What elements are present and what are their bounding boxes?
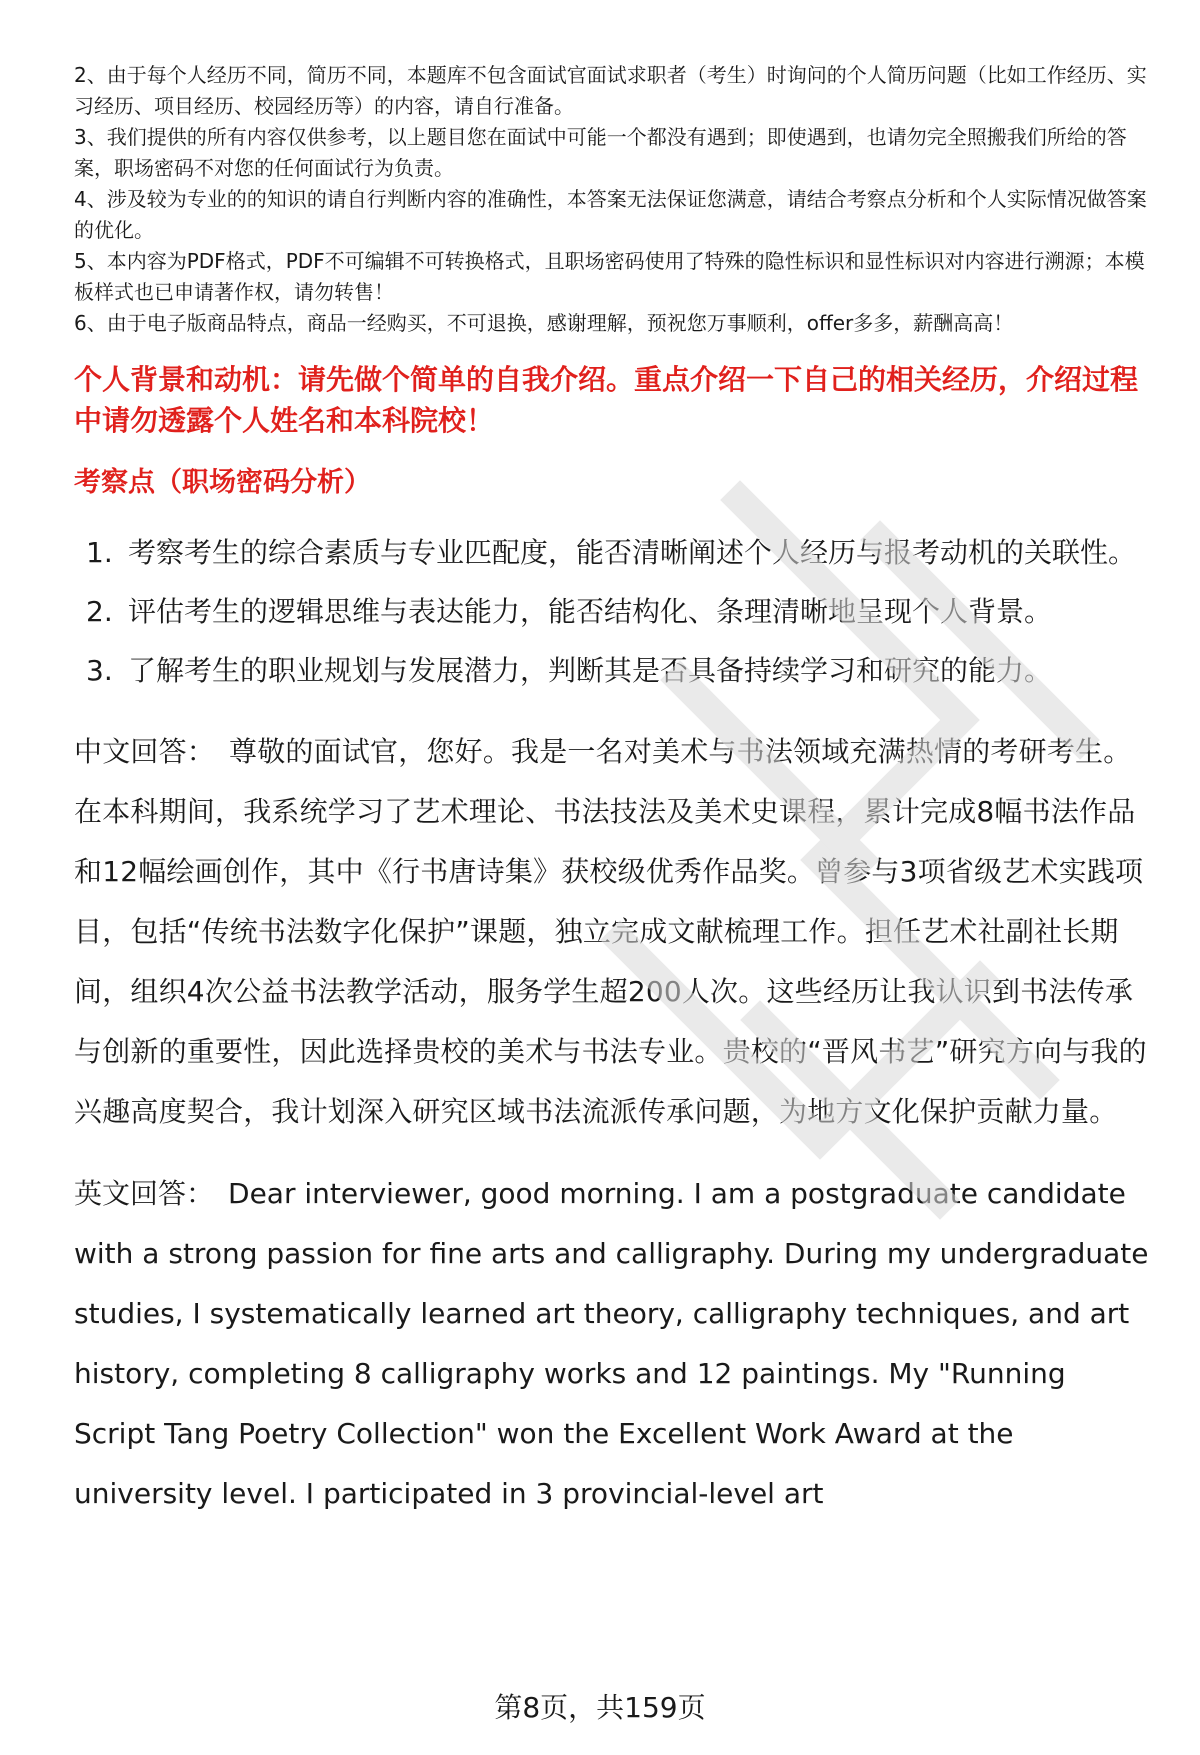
point-text: 考察考生的综合素质与专业匹配度，能否清晰阐述个人经历与报考动机的关联性。 <box>128 536 1137 569</box>
english-answer-text: Dear interviewer, good morning. I am a postgraduate candidate with a strong passion for fine arts and calligraphy. During my undergraduate studies, I systematically learned art theory, calligraphy techniques, and art history, completing 8 calligraphy works and 12 paintings. My "Running Script Tang Poetry Collection" won the Excellent Work Award at the university level. I participated in 3 provincial-level art <box>74 1177 1149 1510</box>
notice-item: 6、由于电子版商品特点，商品一经购买，不可退换，感谢理解，预祝您万事顺利，offer多多，薪酬高高！ <box>74 311 1014 335</box>
analysis-heading: 考察点（职场密码分析） <box>74 467 371 498</box>
notice-item: 2、由于每个人经历不同，简历不同，本题库不包含面试官面试求职者（考生）时询问的个人简历问题（比如工作经历、实习经历、项目经历、校园经历等）的内容，请自行准备。 <box>74 63 1147 118</box>
point-number: 1. <box>86 536 113 569</box>
chinese-answer-text: 尊敬的面试官，您好。我是一名对美术与书法领域充满热情的考研考生。在本科期间，我系统学习了艺术理论、书法技法及美术史课程，累计完成8幅书法作品和12幅绘画创作，其中《行书唐诗集》获校级优秀作品奖。曾参与3项省级艺术实践项目，包括“传统书法数字化保护”课题，独立完成文献梳理工作。担任艺术社副社长期间，组织4次公益书法教学活动，服务学生超200人次。这些经历让我认识到书法传承与创新的重要性，因此选择贵校的美术与书法专业。贵校的“晋风书艺”研究方向与我的兴趣高度契合，我计划深入研究区域书法流派传承问题，为地方文化保护贡献力量。 <box>74 735 1147 1128</box>
notice-item: 4、涉及较为专业的的知识的请自行判断内容的准确性，本答案无法保证您满意，请结合考察点分析和个人实际情况做答案的优化。 <box>74 187 1147 242</box>
chinese-answer-label: 中文回答： <box>74 735 216 768</box>
notice-item: 5、本内容为PDF格式，PDF不可编辑不可转换格式，且职场密码使用了特殊的隐性标识和显性标识对内容进行溯源；本模板样式也已申请著作权，请勿转售！ <box>74 249 1145 304</box>
notice-list <box>74 60 1154 339</box>
analysis-point <box>74 523 1154 582</box>
analysis-points <box>74 523 1154 700</box>
analysis-point <box>74 641 1154 700</box>
english-answer <box>74 1164 1149 1524</box>
question-heading: 个人背景和动机：请先做个简单的自我介绍。重点介绍一下自己的相关经历，介绍过程中请勿透露个人姓名和本科院校！ <box>74 363 1139 437</box>
point-text: 了解考生的职业规划与发展潜力，判断其是否具备持续学习和研究的能力。 <box>128 654 1053 687</box>
chinese-answer <box>74 722 1154 1142</box>
analysis-point <box>74 582 1154 641</box>
english-answer-label: 英文回答： <box>74 1177 215 1210</box>
document-page <box>74 60 1154 1524</box>
point-text: 评估考生的逻辑思维与表达能力，能否结构化、条理清晰地呈现个人背景。 <box>128 595 1053 628</box>
point-number: 3. <box>86 654 113 687</box>
notice-item: 3、我们提供的所有内容仅供参考，以上题目您在面试中可能一个都没有遇到；即使遇到，也请勿完全照搬我们所给的答案，职场密码不对您的任何面试行为负责。 <box>74 125 1127 180</box>
point-number: 2. <box>86 595 113 628</box>
page-footer: 第8页，共159页 <box>494 1691 706 1724</box>
